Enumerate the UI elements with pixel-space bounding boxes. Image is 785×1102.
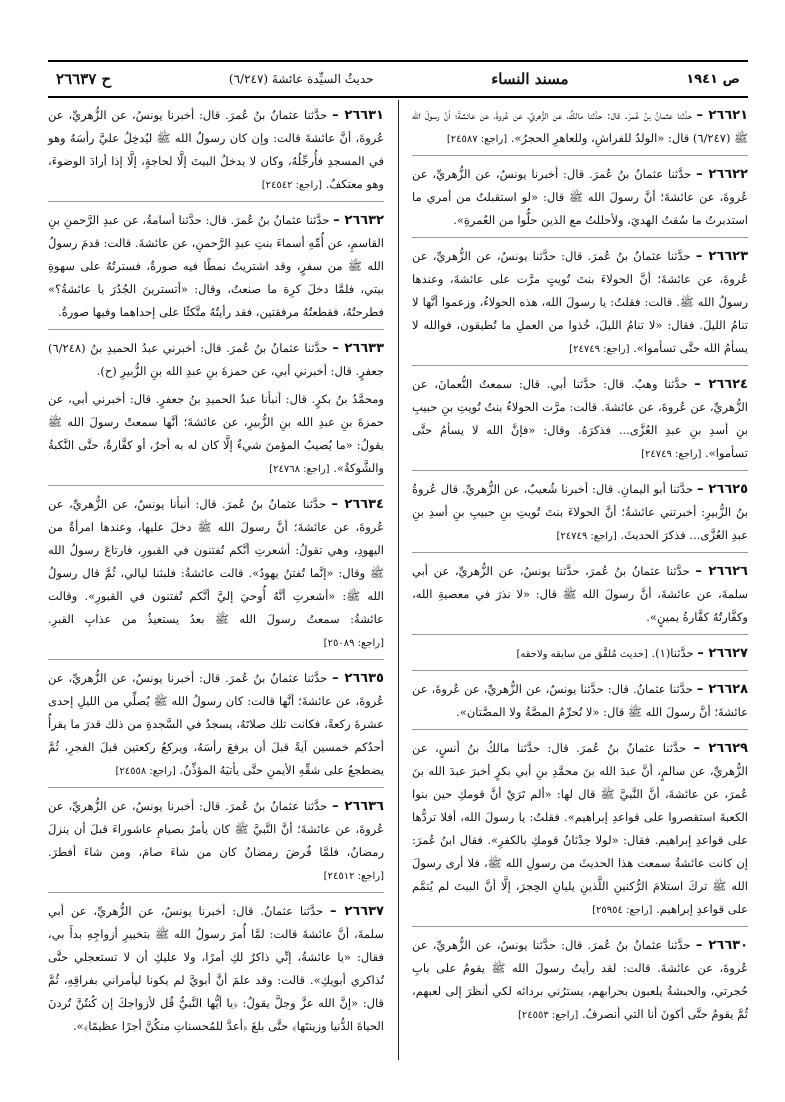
hadith-entry (48, 209, 384, 330)
hadith-reference: [راجع: ٢٤٧٤٩] (556, 531, 617, 542)
hadith-reference: [راجع: ٢٥٠٨٩] (323, 638, 384, 649)
hadith-number: ٢٦٦٢٧ – (697, 646, 748, 661)
hadith-entry (412, 642, 748, 671)
hadith-text: حدَّثنا عثمانُ بنُ عُمرَ. قال: حدَّثنا مالكُ بنُ أنسٍ، عن الزُّهريِّ، عن سالمٍ، أنَّ عبدَ الله بنَ محمَّدِ بنِ أبي بكرٍ أخبرَ عبدَ الله بنَ عُمرَ، عن عائشةَ، أنَّ النَّبيَّ ﷺ قال لها: «ألم تَرَيْ أنَّ قومكِ حين بنوا الكعبةَ استقصروا على قواعدِ إبراهيم». فقلتُ: يا رسولَ الله، أفلا تردُّها على قواعدِ إبراهيم. فقال: «لولا حِدْثانُ قومكِ بالكفرِ». فقال ابنُ عُمرَ: إن كانت عائشةُ سمعت هذا الحديثَ من رسولِ الله ﷺ، فلا أرى رسولَ الله ﷺ تركَ استلامَ الرُّكنينِ اللَّذينِ يليانِ الحِجرَ، إلَّا أنَّ البيتَ لم يُتمَّم على قواعدِ إبراهيم. (412, 741, 748, 916)
hadith-reference: [راجع: ٢٤٥٥٨] (115, 766, 176, 777)
hadith-number: ٢٦٦٢١ – (696, 108, 749, 123)
hadith-text: ومحمَّدُ بنُ بكرٍ. قال: أنبأنا عبدُ الحميدِ بنُ جعفرٍ. قال: أخبرني أبي، عن حمزةَ بنِ عبدِ الله بنِ الزُّبيرِ، عن عائشةَ؛ أنَّها سمعتْ رسولَ الله ﷺ يقولُ: «ما يُصيبُ المؤمنَ شيءٌ إلَّا كان له به أجرٌ، أو كفَّارةٌ، حتَّى النَّكبةُ والشَّوكةُ». (48, 392, 384, 475)
hadith-number: ٢٦٦٢٣ – (695, 249, 749, 264)
hadith-number: ٢٦٦٣١ – (332, 108, 384, 123)
hadith-number: ٢٦٦٣٧ – (330, 904, 384, 919)
book-page (48, 60, 748, 1060)
hadith-text: حدَّثنا عثمانُ بنُ عُمرَ، حدَّثنا يونسُ، عن الزُّهريِّ، عن أبي سلمةَ، عن عائشةَ، أنَّ رسولَ الله ﷺ قال: «لا نذرَ في معصيةِ الله، وكفَّارتُهُ كفَّارةُ يمينٍ». (412, 564, 748, 624)
hadith-number: ٢٦٦٢٦ – (695, 564, 748, 579)
hadith-number: ٢٦٦٣٤ – (331, 497, 384, 512)
hadith-reference: [راجع: ٢٤٥٤٢] (261, 180, 323, 191)
hadith-reference: [راجع: ٢٤٧٤٩] (641, 449, 702, 460)
hadith-number: ٢٦٦٣٢ – (333, 213, 384, 228)
hadith-number: ٢٦٦٣٠ – (695, 938, 749, 953)
hadith-entry (48, 493, 384, 660)
hadith-entry (412, 678, 748, 730)
hadith-reference: [راجع: ٢٤٥٨٧] (446, 134, 508, 145)
hadith-text: حدَّثنا عثمانُ بنُ عُمرَ. قال: أخبرنا يونسُ، عن الزُّهريِّ، عن عُروةَ، عن عائشةَ؛ أنَّها قالت: كان رسولُ الله ﷺ يُصلِّي من الليلِ إحدى عشرةَ ركعةً، فكانت تلك صلاتَهُ، يسجدُ في السَّجدةِ من ذلك قدرَ ما يقرأُ أحدُكم خمسين آيةً قبلَ أن يرفعَ رأسَهُ، ويركعُ ركعتين قبلَ الفجرِ، ثُمَّ يضطجعُ على شقِّهِ الأيمنِ حتَّى يأتيَهُ المؤذِّنُ. (48, 671, 384, 777)
hadith-text: حدَّثنا وهبٌ. قال: حدَّثنا أبي. قال: سمعتُ النُّعمانَ، عن الزُّهريِّ، عن عُروةَ، عن عائشةَ. قالت: مرَّت الحولاءُ بنتُ تُويتِ بنِ حبيبِ بنِ أسدِ بنِ عبدِ العُزَّى... فذكرَهُ. وقال: «فإنَّ الله لا يسأمُ حتَّى تسأموا». (412, 377, 748, 460)
left-column (48, 104, 384, 1050)
section-title: حديثُ السيِّدة عائشةَ (٦/٢٤٧) (228, 72, 374, 86)
hadith-text: حدَّثنا عثمانُ بنُ عُمرَ. قال: أنبأنا يونسُ، عن الزُّهريِّ، عن عُروةَ، عن عائشةَ؛ أنَّ رسولَ الله ﷺ دخلَ عليها، وعندها امرأةٌ من اليهودِ، وهي تقولُ: أشعرتِ أنَّكم تُفتنون في القبورِ، فارتاعَ رسولُ الله ﷺ وقال: «إنَّما تُفتنُ يهودُ». قالت عائشةُ: فلبثنا ليالي، ثُمَّ قال رسولُ الله ﷺ: «أشعرتِ أنَّهُ أُوحيَ إليَّ أنَّكم تُفتنون في القبورِ». وقالت عائشةُ: سمعتُ رسولَ الله ﷺ بعدُ يستعيذُ من عذابِ القبرِ. (48, 497, 384, 626)
page-number: ص ١٩٤١ (686, 71, 740, 87)
hadith-text: حدَّثنا عثمانُ. قال: حدَّثنا يونسُ، عن الزُّهريِّ، عن عُروةَ، عن عائشةَ؛ أنَّ رسولَ الله ﷺ قال: «لا تُحرِّمُ المصَّةُ ولا المصَّتان». (412, 682, 748, 719)
hadith-number: ٢٦٦٢٥ – (697, 482, 749, 497)
hadith-entry (412, 245, 748, 366)
hadith-number: ٢٦٦٢٩ – (693, 741, 748, 756)
hadith-entry (48, 900, 384, 1043)
hadith-reference: [راجع: ٢٥٩٥٤] (592, 905, 653, 916)
hadith-number: ٢٦٦٣٦ – (332, 799, 384, 814)
hadith-entry (412, 478, 748, 553)
hadith-number: ٢٦٦٢٢ – (696, 167, 748, 182)
hadith-entry (412, 163, 748, 238)
hadith-entry (48, 337, 384, 388)
page-header (48, 60, 748, 98)
hadith-text: حدَّثنا(١). (651, 646, 694, 660)
hadith-entry (412, 373, 748, 471)
hadith-text: حدَّثنا عثمانُ بنُ عُمرَ. قال: حدَّثنا يونسُ، عن الزُّهريِّ، عن عُروةَ، عن عائشةَ؛ أنَّ الحولاءَ بنتَ تُويتٍ مرَّت على عائشةَ، وعندها رسولُ الله ﷺ. قالت: فقلتُ: يا رسولَ الله، هذه الحولاءُ، وزعموا أنَّها لا تنامُ الليلَ. فقال: «لا تنامُ الليلَ، خُذوا من العملِ ما تُطيقون، فوالله لا يسأمُ الله حتَّى تسأموا». (412, 249, 748, 355)
hadith-number: ٢٦٦٣٣ – (332, 341, 385, 356)
hadith-reference: [راجع: ٢٤٧٤٩] (569, 344, 630, 355)
hadith-entry (412, 104, 748, 156)
hadith-reference: [راجع: ٢٤٧٦٨] (269, 464, 330, 475)
hadith-text: حدَّثنا عثمانُ بنُ عُمرَ. قال: حدَّثنا أسامةُ، عن عبدِ الرَّحمنِ بنِ القاسمِ، عن أُمِّهِ أسماءَ بنتِ عبدِ الرَّحمنِ، عن عائشةَ. قالت: قدمَ رسولُ الله ﷺ من سفرٍ، وقد اشتريتُ نمطًا فيه صورةٌ، فسترتُهُ على سهوةِ بيتي، فلمَّا دخلَ كرِهَ ما صنعتُ، وقال: «أتسترينَ الجُدُرَ يا عائشةُ؟» فطرحتُهُ، فقطعتُهُ مرفقتين، فقد رأيتُهُ متَّكئًا على إحداهما وفيها صورةٌ. (48, 213, 384, 319)
hadith-text: حدَّثنا عثمانُ. قال: أخبرنا يونسُ، عن الزُّهريِّ، عن أبي سلمةَ، أنَّ عائشةَ قالت: لمَّا أُمرَ رسولُ الله ﷺ بتخييرِ أزواجِهِ بدأَ بي، فقال: «يا عائشةُ، إنِّي ذاكرٌ لكِ أمرًا، ولا عليكِ أن لا تستعجلي حتَّى تُذاكري أبويكِ». قالت: وقد علمَ أنَّ أبويَّ لم يكونا ليأمراني بفراقِهِ، ثُمَّ قال: «إنَّ الله عزَّ وجلَّ يقولُ: ﴿يا أيُّها النَّبيُّ قُل لأزواجكَ إن كُنتُنَّ تُردنَ الحياةَ الدُّنيا وزينتَها﴾ حتَّى بلغَ ﴿أعدَّ للمُحسناتِ منكُنَّ أجرًا عظيمًا﴾». (48, 904, 384, 1033)
hadith-entry (48, 388, 384, 486)
hadith-entry (412, 560, 748, 635)
hadith-reference: [حديث مُلفَّق من سابقه ولاحقه] (516, 649, 648, 660)
hadith-text: حدَّثنا أبو اليمانِ. قال: أخبرنا شُعيبٌ، عن الزُّهريِّ. قال عُروةُ بنُ الزُّبيرِ: أخبرتني عائشةُ؛ أنَّ الحولاءَ بنتَ تُويتِ بنِ حبيبِ بنِ أسدِ بنِ عبدِ العُزَّى... فذكرَ الحديثَ. (412, 482, 748, 542)
hadith-text: حدَّثنا عثمانُ بنُ عُمرَ. قال: أخبرنا يونسُ، عن الزُّهريِّ، عن عُروةَ، عن عائشةَ؛ أنَّ رسولَ الله ﷺ قال: «لو استقبلتُ من أمري ما استدبرتُ ما سُقتُ الهديَ، ولأحللتُ مع الذين حلُّوا من العُمرةِ». (412, 167, 748, 227)
book-name: مسند النساء (491, 70, 569, 88)
hadith-number: ٢٦٦٢٨ – (696, 682, 749, 697)
hadith-entry (48, 795, 384, 893)
hadith-entry (412, 934, 748, 1031)
column-divider (398, 100, 399, 1060)
right-column (412, 104, 748, 1038)
hadith-text: حدَّثنا عثمانُ بنُ عُمرَ. قال: أخبرنا يونسُ، عن الزُّهريِّ، عن عُروةَ، أنَّ عائشةَ قالت: وإن كان رسولُ الله ﷺ ليُدخِلُ عليَّ رأسَهُ وهو في المسجدِ فأُرجِّلُهُ، وكان لا يدخلُ البيتَ إلَّا لحاجةٍ، إلَّا إذا أرادَ الوضوءَ، وهو معتكفٌ. (48, 108, 384, 191)
hadith-entry (48, 667, 384, 788)
hadith-reference: [راجع: ٢٤٥٥٣] (517, 1010, 579, 1021)
hadith-range: ح ٢٦٦٣٧ (56, 70, 112, 88)
hadith-text: حدَّثنا عثمانُ بنُ عُمرَ. قال: أخبرنا يونسُ، عن الزُّهريِّ، عن عُروةَ، عن عائشةَ؛ أنَّ النَّبيَّ ﷺ كان يأمرُ بصيامِ عاشوراءَ قبلَ أن ينزلَ رمضانُ، فلمَّا فُرضَ رمضانُ كان من شاءَ صامَ، ومن شاءَ أفطرَ. (48, 799, 384, 859)
hadith-entry (48, 104, 384, 202)
hadith-number: ٢٦٦٢٤ – (694, 377, 748, 392)
hadith-text: حدَّثنا عثمانُ بنُ عُمرَ. قال: أخبرني عبدُ الحميدِ بنُ (٦/٢٤٨) جعفرٍ. قال: أخبرني أبي، عن حمزةَ بنِ عبدِ الله بنِ الزُّبيرِ (ح). (48, 341, 384, 378)
hadith-reference: [راجع: ٢٤٥١٢] (323, 871, 384, 882)
hadith-text: حدَّثنا عثمانُ بنُ عُمرَ. قال: حدَّثنا يونسُ، عن الزُّهريِّ، عن عُروةَ، عن عائشةَ. قالت: لقد رأيتُ رسولَ الله ﷺ يقومُ على بابِ حُجرتي، والحبشةُ يلعبون بحرابهم، يسترُني بردائه لكي أنظرَ إلى لعبهم، ثُمَّ يقومُ حتَّى أكونَ أنا التي أنصرفُ. (412, 938, 748, 1021)
hadith-number: ٢٦٦٣٥ – (332, 671, 384, 686)
hadith-entry (412, 737, 748, 927)
hadith-text: حدَّثنا عثمانُ بنُ عُمرَ. قال: حدَّثنا مالكٌ، عن الزُّهريِّ، عن عُروةَ، عن عائشةَ؛ أنَّ رسولَ الله ﷺ (٦/٢٤٧) قال: «الولدُ للفراشِ، وللعاهرِ الحجرُ». (412, 108, 748, 145)
